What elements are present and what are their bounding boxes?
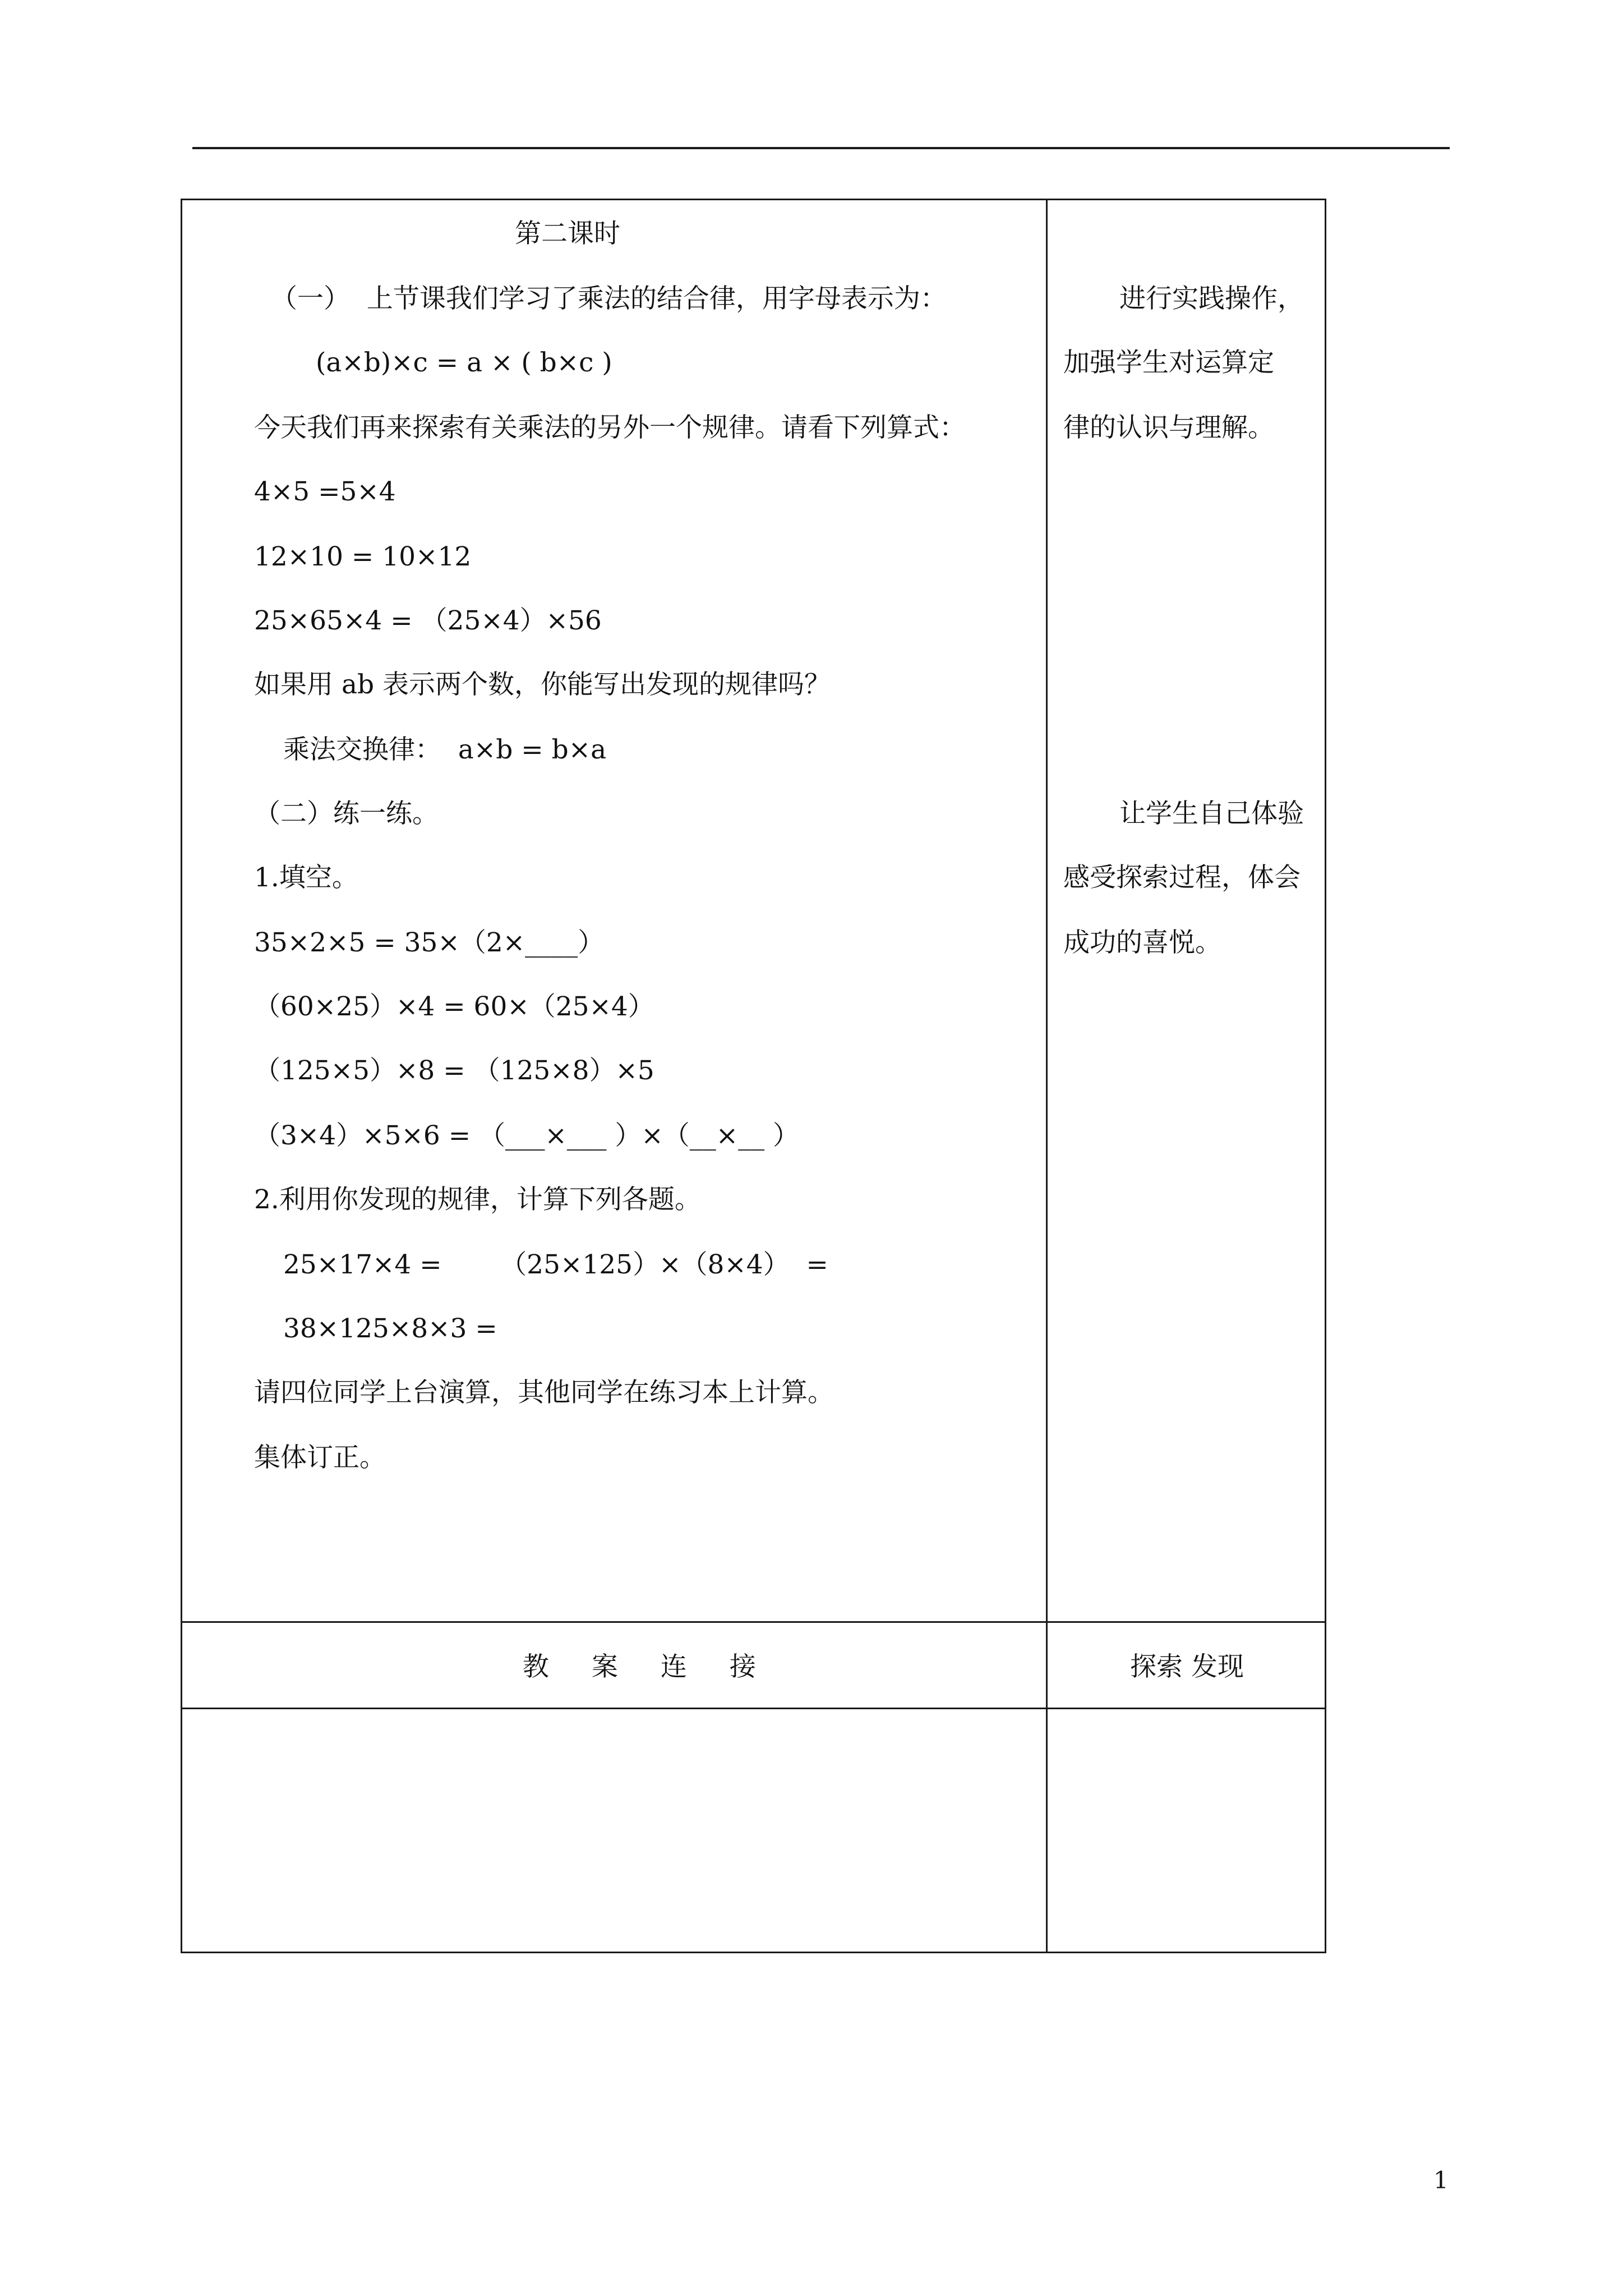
lesson-line: 今天我们再来探索有关乘法的另外一个规律。请看下列算式：: [254, 412, 966, 443]
lesson-line: 25×65×4 = （25×4）×56: [254, 605, 602, 636]
side-note-line: 感受探索过程，体会: [1063, 862, 1301, 893]
lesson-table: [181, 199, 1326, 1953]
side-note-line: 加强学生对运算定: [1063, 347, 1274, 378]
lesson-line: 乘法交换律： a×b = b×a: [283, 734, 607, 765]
header-rule: [192, 147, 1450, 149]
explore-discover-label: 探索 发现: [1130, 1651, 1244, 1682]
lesson-line: 38×125×8×3 =: [283, 1313, 497, 1344]
side-note-line: 成功的喜悦。: [1063, 927, 1221, 958]
label-char: 连: [660, 1651, 687, 1682]
lesson-title: 第二课时: [515, 218, 620, 249]
lesson-plan-link-label: [451, 1615, 777, 1714]
label-char: 接: [729, 1651, 756, 1682]
explore-discover-cell: [1048, 1621, 1326, 1708]
side-notes-cell: [1048, 200, 1326, 1621]
lesson-line: 4×5 =5×4: [254, 476, 396, 507]
lesson-line: 2.利用你发现的规律，计算下列各题。: [254, 1184, 701, 1215]
lesson-content-cell: [182, 200, 1046, 1621]
side-note-line: 让学生自己体验: [1119, 798, 1304, 829]
lesson-line: 如果用 ab 表示两个数，你能写出发现的规律吗？: [254, 669, 831, 700]
lesson-plan-link-cell: [182, 1621, 1046, 1708]
lesson-line: （125×5）×8 = （125×8）×5: [254, 1055, 654, 1086]
page-number: 1: [1433, 2166, 1449, 2194]
lesson-line: 25×17×4 = （25×125）×（8×4） =: [283, 1249, 828, 1280]
lesson-line: 12×10 = 10×12: [254, 541, 472, 572]
lesson-line: 集体订正。: [254, 1442, 386, 1473]
lesson-line: （60×25）×4 = 60×（25×4）: [254, 991, 654, 1022]
lesson-line: (a×b)×c = a × ( b×c ): [316, 347, 612, 378]
label-char: 教: [522, 1651, 549, 1682]
lesson-line: 35×2×5 = 35×（2×____）: [254, 927, 605, 958]
side-note-line: 进行实践操作，: [1119, 283, 1304, 314]
lesson-line: （二）练一练。: [254, 798, 439, 829]
lesson-line: （一） 上节课我们学习了乘法的结合律，用字母表示为：: [271, 283, 947, 314]
lesson-line: （3×4）×5×6 = （___×___ ）×（__×__ ）: [254, 1120, 800, 1151]
label-char: 案: [591, 1651, 618, 1682]
lesson-line: 请四位同学上台演算，其他同学在练习本上计算。: [254, 1377, 834, 1408]
lesson-line: 1.填空。: [254, 862, 358, 893]
side-note-line: 律的认识与理解。: [1063, 412, 1274, 443]
